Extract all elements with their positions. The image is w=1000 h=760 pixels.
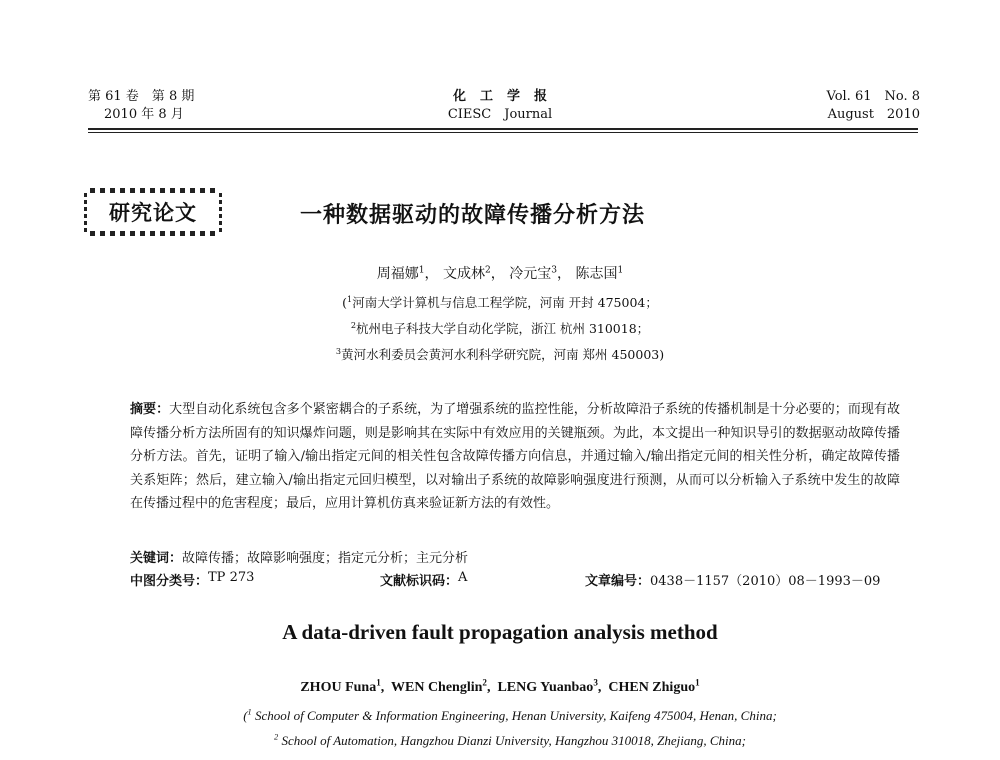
- author-mark: 2: [484, 265, 491, 276]
- header-rule-thick: [88, 128, 918, 130]
- volume-issue-en: Vol. 61 No. 8: [826, 89, 920, 104]
- badge-border-left: [84, 192, 87, 232]
- badge-border-bottom: [90, 231, 216, 236]
- author-mark: 3: [593, 677, 598, 688]
- author-en: ZHOU Funa: [300, 680, 377, 695]
- author-en: CHEN Zhiguo: [608, 680, 696, 695]
- author-zh: 文成林: [442, 266, 485, 282]
- author-en: WEN Chenglin: [391, 680, 483, 695]
- author-en: LENG Yuanbao: [497, 680, 594, 695]
- paper-title-zh: 一种数据驱动的故障传播分析方法: [300, 203, 646, 228]
- journal-name-zh: 化工学报: [452, 89, 561, 104]
- paper-title-en: A data-driven fault propagation analysis method: [282, 620, 718, 644]
- header-center: [400, 88, 600, 124]
- article-number: 文章编号： 0438－1157（2010）08－1993－09: [585, 574, 881, 589]
- author-mark: 1: [617, 265, 624, 276]
- affiliation-zh-1: ($^1$河南大学计算机与信息工程学院，河南 开封 475004；: [342, 293, 658, 310]
- journal-name-en: CIESC Journal: [447, 107, 553, 122]
- badge-border-top: [90, 188, 216, 193]
- author-mark: 3: [551, 265, 558, 276]
- author-mark: 2: [482, 677, 487, 688]
- keywords-label: 关键词：: [130, 551, 183, 566]
- volume-issue-zh: 第 61 卷 第 8 期: [88, 89, 195, 104]
- keywords-text: 故障传播；故障影响强度；指定元分析；主元分析: [182, 551, 469, 566]
- header-right: [760, 88, 920, 124]
- clc-number: 中图分类号： TP 273: [130, 570, 255, 589]
- affiliation-zh-3: $^3$黄河水利委员会黄河水利科学研究院，河南 郑州 450003): [335, 345, 665, 362]
- author-zh: 陈志国: [575, 266, 618, 282]
- author-mark: 1: [418, 265, 425, 276]
- date-zh: 2010 年 8 月: [104, 107, 184, 122]
- author-mark: 1: [695, 677, 700, 688]
- authors-zh: 周福娜$^1$， 文成林$^2$， 冷元宝$^3$， 陈志国$^1$: [376, 265, 624, 282]
- header-rule-thin: [88, 132, 918, 133]
- affiliation-en-2: $^2$ School of Automation, Hangzhou Dianzi University, Hangzhou 310018, Zhejiang, China;: [274, 731, 746, 748]
- affiliation-en-1: ($^1$ School of Computer & Information Engineering, Henan University, Kaifeng 475004, Henan, China;: [243, 706, 777, 723]
- date-en: August 2010: [827, 107, 920, 122]
- header-left: [88, 88, 258, 124]
- affiliation-zh-2: $^2$杭州电子科技大学自动化学院，浙江 杭州 310018；: [350, 319, 650, 336]
- abstract-label: 摘要：: [130, 402, 170, 417]
- author-zh: 冷元宝: [509, 266, 552, 282]
- author-mark: 1: [376, 677, 381, 688]
- badge-label: 研究论文: [109, 201, 197, 225]
- document-code: 文献标识码： A: [380, 570, 468, 589]
- keywords: [130, 547, 900, 566]
- abstract: [130, 398, 900, 516]
- classification-line: [130, 570, 905, 590]
- abstract-text: 大型自动化系统包含多个紧密耦合的子系统，为了增强系统的监控性能，分析故障沿子系统的传播机制是十分必要的；而现有故障传播分析方法所固有的知识爆炸问题，则是影响其在实际中有效应用的关键瓶颈。为此，本文提出一种知识导引的数据驱动故障传播分析方法。首先，证明了输入/输出指定元间的相关性包含故障传播方向信息，并通过输入/输出指定元间的相关性分析，确定故障传播关系矩阵；然后，建立输入/输出指定元回归模型，以对输出子系统的故障影响强度进行预测，从而可以分析输入子系统中发生的故障在传播过程中的危害程度；最后，应用计算机仿真来验证新方法的有效性。: [130, 402, 900, 511]
- section-badge: [84, 188, 222, 236]
- authors-en: ZHOU Funa$^1$, WEN Chenglin$^2$, LENG Yuanbao$^3$, CHEN Zhiguo$^1$: [300, 677, 700, 695]
- author-zh: 周福娜: [376, 266, 419, 282]
- badge-border-right: [219, 192, 222, 232]
